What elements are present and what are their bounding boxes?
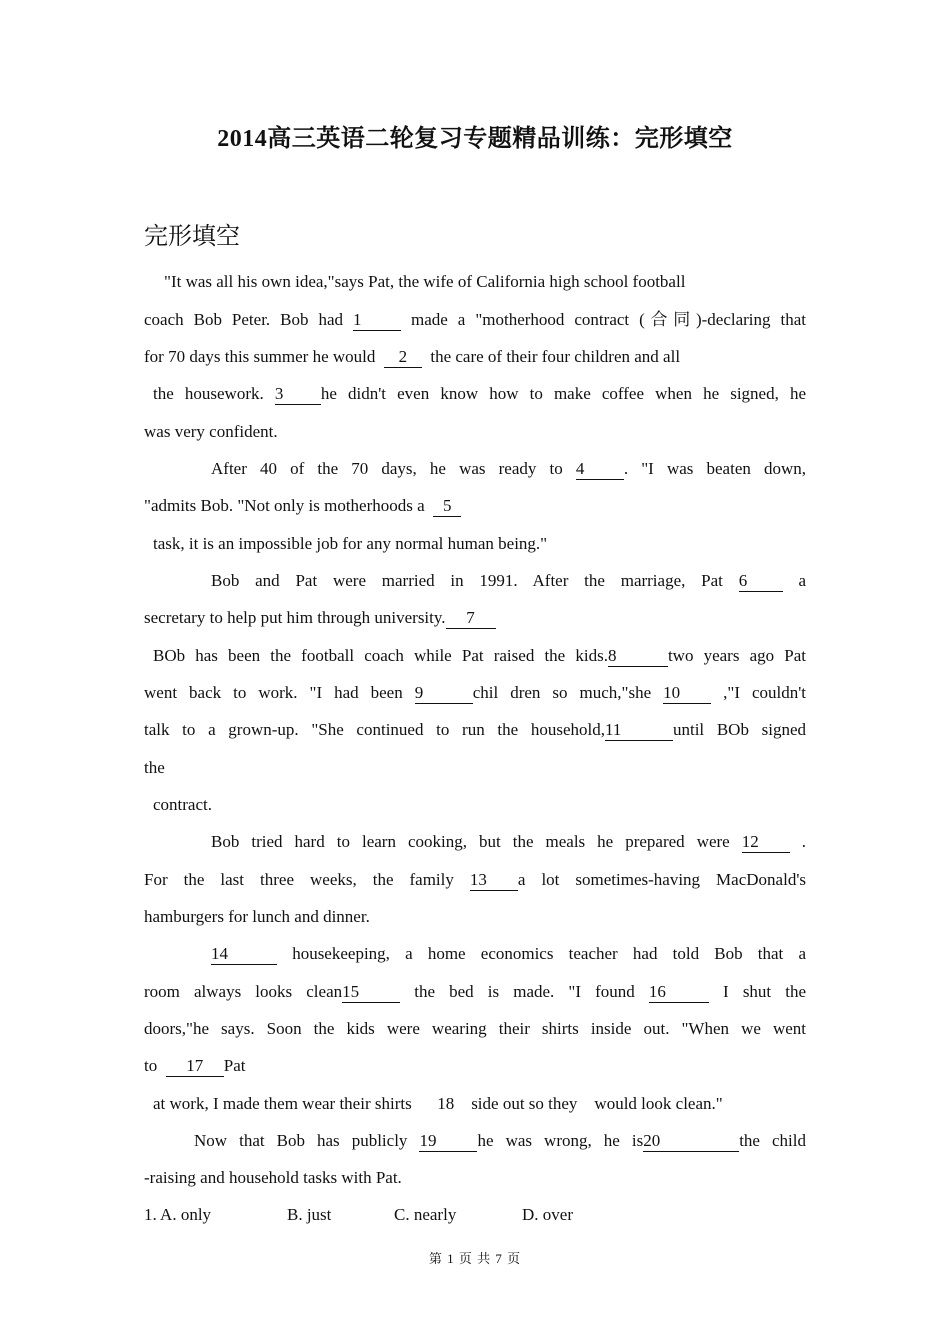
blank-20[interactable]: 20	[643, 1131, 739, 1152]
passage-line: room always looks clean15 the bed is made. "I found 16 I shut the	[144, 982, 807, 1001]
passage-line: 14 housekeeping, a home economics teacher had told Bob that a	[211, 944, 807, 963]
passage-line: -raising and household tasks with Pat.	[144, 1168, 402, 1187]
passage-line: After 40 of the 70 days, he was ready to 4 . "I was beaten down,	[211, 459, 807, 478]
blank-19[interactable]: 19	[419, 1131, 477, 1152]
blank-6[interactable]: 6	[739, 571, 783, 592]
page-title: 2014高三英语二轮复习专题精品训练：完形填空	[217, 126, 733, 152]
passage-line: talk to a grown-up. "She continued to run the household,11 until BOb signed	[144, 720, 807, 739]
blank-11[interactable]: 11	[605, 720, 673, 741]
blank-7[interactable]: 7	[446, 608, 496, 629]
passage-line: to 17 Pat	[144, 1056, 246, 1075]
passage-line: Bob and Pat were married in 1991. After the marriage, Pat 6 a	[211, 571, 807, 590]
passage-line: at work, I made them wear their shirts 18 side out so they would look clean."	[153, 1094, 723, 1113]
blank-12[interactable]: 12	[742, 832, 790, 853]
passage-line: hamburgers for lunch and dinner.	[144, 907, 370, 926]
question-1-option-a[interactable]: 1. A. only	[144, 1205, 212, 1224]
passage-line: "admits Bob. "Not only is motherhoods a 5	[144, 494, 806, 518]
blank-15[interactable]: 15	[342, 982, 400, 1003]
passage-line: Now that Bob has publicly 19 he was wrong, he is20 the child	[194, 1131, 807, 1150]
blank-3[interactable]: 3	[275, 384, 321, 405]
passage-line: For the last three weeks, the family 13 a lot sometimes-having MacDonald's	[144, 870, 806, 889]
question-1-option-b[interactable]: B. just	[287, 1205, 332, 1224]
passage-line: was very confident.	[144, 422, 278, 441]
passage-line: for 70 days this summer he would 2 the care of their four children and all	[144, 347, 681, 366]
passage-line: the	[144, 758, 165, 777]
passage-line: BOb has been the football coach while Pat raised the kids.8 two years ago Pat	[153, 646, 806, 665]
passage-line: "It was all his own idea,"says Pat, the wife of California high school football	[164, 272, 686, 291]
passage-line: secretary to help put him through university. 7	[144, 606, 806, 630]
blank-16[interactable]: 16	[649, 982, 709, 1003]
blank-14[interactable]: 14	[211, 944, 277, 965]
blank-2[interactable]: 2	[384, 347, 422, 368]
section-heading: 完形填空	[144, 224, 240, 250]
blank-9[interactable]: 9	[415, 683, 473, 704]
passage-line: task, it is an impossible job for any normal human being."	[153, 534, 548, 553]
passage-line: went back to work. "I had been 9 chil dren so much,"she 10 ,"I couldn't	[144, 683, 807, 702]
blank-8[interactable]: 8	[608, 646, 668, 667]
passage-line: coach Bob Peter. Bob had 1 made a "motherhood contract (合同)-declaring that	[144, 310, 807, 329]
blank-10[interactable]: 10	[663, 683, 711, 704]
question-1-option-c[interactable]: C. nearly	[394, 1205, 457, 1224]
question-1-option-d[interactable]: D. over	[522, 1205, 573, 1224]
blank-5[interactable]: 5	[433, 496, 461, 517]
blank-4[interactable]: 4	[576, 459, 624, 480]
blank-1[interactable]: 1	[353, 310, 401, 331]
blank-17[interactable]: 17	[166, 1056, 224, 1077]
page-footer: 第 1 页 共 7 页	[428, 1251, 522, 1266]
passage-line: the housework. 3 he didn't even know how to make coffee when he signed, he	[153, 384, 807, 403]
blank-13[interactable]: 13	[470, 870, 518, 891]
passage-line: Bob tried hard to learn cooking, but the meals he prepared were 12 .	[211, 832, 807, 851]
passage-line: doors,"he says. Soon the kids were wearing their shirts inside out. "When we went	[144, 1019, 806, 1038]
passage-line: contract.	[153, 795, 212, 814]
